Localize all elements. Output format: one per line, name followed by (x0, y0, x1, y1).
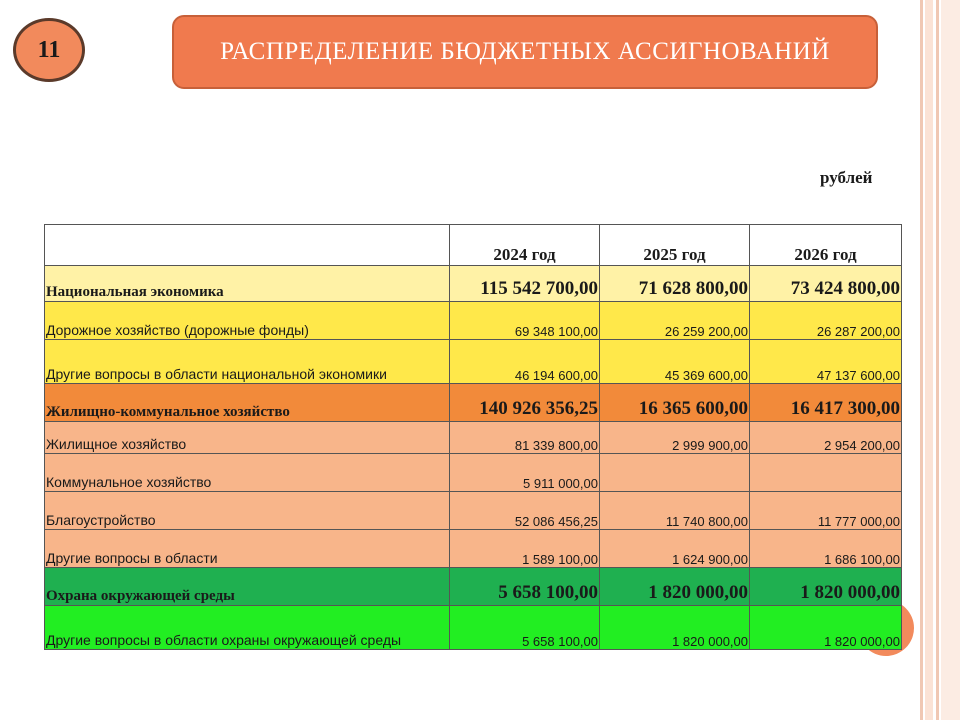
table-row (45, 530, 902, 568)
value-cell-2025: 1 820 000,00 (600, 606, 750, 650)
value-cell-2026: 16 417 300,00 (750, 384, 902, 422)
slide-number-badge (13, 18, 85, 82)
value-cell-2024: 5 658 100,00 (450, 606, 600, 650)
header-cell-empty (45, 225, 450, 266)
row-label: Национальная экономика (45, 266, 450, 302)
row-label: Жилищное хозяйство (45, 422, 450, 454)
value-cell-2026: 1 820 000,00 (750, 606, 902, 650)
value-cell-2025: 16 365 600,00 (600, 384, 750, 422)
value-cell-2024: 140 926 356,25 (450, 384, 600, 422)
value-cell-2024: 5 658 100,00 (450, 568, 600, 606)
value-cell-2024: 81 339 800,00 (450, 422, 600, 454)
row-label: Другие вопросы в области охраны окружающей среды (45, 606, 450, 650)
value-cell-2026: 47 137 600,00 (750, 340, 902, 384)
section-row (45, 568, 902, 606)
table-header-row (45, 225, 902, 266)
value-cell-2026: 11 777 000,00 (750, 492, 902, 530)
value-cell-2024: 115 542 700,00 (450, 266, 600, 302)
value-cell-2026: 26 287 200,00 (750, 302, 902, 340)
value-cell-2025: 45 369 600,00 (600, 340, 750, 384)
header-year-2026: 2026 год (750, 225, 902, 266)
row-label: Жилищно-коммунальное хозяйство (45, 384, 450, 422)
page-title: РАСПРЕДЕЛЕНИЕ БЮДЖЕТНЫХ АССИГНОВАНИЙ (220, 38, 830, 65)
decor-stripe (941, 0, 960, 720)
section-row (45, 384, 902, 422)
section-row (45, 266, 902, 302)
table-row (45, 340, 902, 384)
table-row (45, 606, 902, 650)
value-cell-2025: 11 740 800,00 (600, 492, 750, 530)
value-cell-2024: 69 348 100,00 (450, 302, 600, 340)
row-label: Другие вопросы в области (45, 530, 450, 568)
value-cell-2024: 1 589 100,00 (450, 530, 600, 568)
value-cell-2025: 71 628 800,00 (600, 266, 750, 302)
value-cell-2025: 1 624 900,00 (600, 530, 750, 568)
header-year-2025: 2025 год (600, 225, 750, 266)
row-label: Охрана окружающей среды (45, 568, 450, 606)
value-cell-2026: 1 820 000,00 (750, 568, 902, 606)
value-cell-2024: 5 911 000,00 (450, 454, 600, 492)
value-cell-2026: 2 954 200,00 (750, 422, 902, 454)
value-cell-2025: 2 999 900,00 (600, 422, 750, 454)
value-cell-2025 (600, 454, 750, 492)
value-cell-2026 (750, 454, 902, 492)
row-label: Дорожное хозяйство (дорожные фонды) (45, 302, 450, 340)
table-row (45, 422, 902, 454)
slide-number: 11 (37, 36, 61, 63)
units-label: рублей (820, 168, 873, 187)
value-cell-2024: 52 086 456,25 (450, 492, 600, 530)
table-row (45, 454, 902, 492)
value-cell-2026: 73 424 800,00 (750, 266, 902, 302)
decor-stripe (925, 0, 933, 720)
decor-stripe (936, 0, 939, 720)
value-cell-2025: 1 820 000,00 (600, 568, 750, 606)
table-row (45, 302, 902, 340)
decor-stripe (920, 0, 923, 720)
value-cell-2024: 46 194 600,00 (450, 340, 600, 384)
budget-table (44, 224, 902, 650)
title-box (172, 15, 878, 89)
row-label: Благоустройство (45, 492, 450, 530)
row-label: Коммунальное хозяйство (45, 454, 450, 492)
value-cell-2025: 26 259 200,00 (600, 302, 750, 340)
row-label: Другие вопросы в области национальной экономики (45, 340, 450, 384)
value-cell-2026: 1 686 100,00 (750, 530, 902, 568)
table-row (45, 492, 902, 530)
header-year-2024: 2024 год (450, 225, 600, 266)
